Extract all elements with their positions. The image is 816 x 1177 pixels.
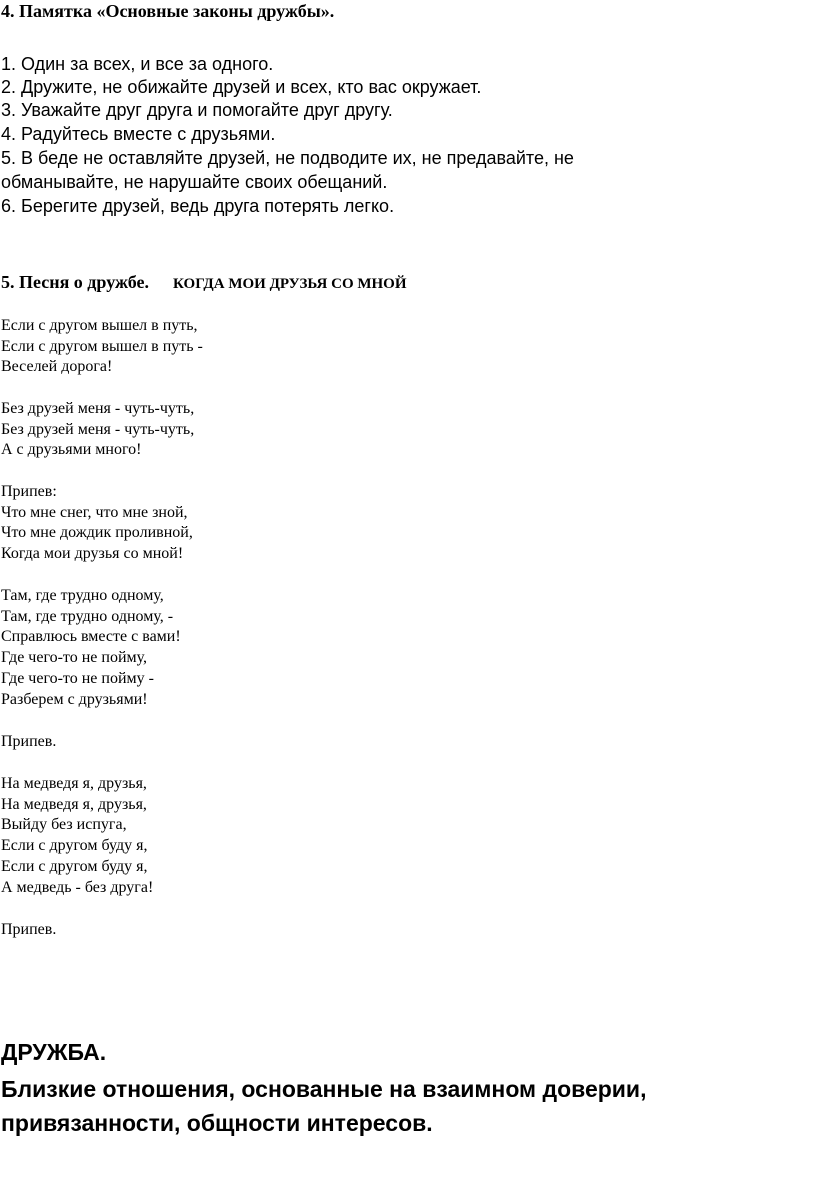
song-line: Без друзей меня - чуть-чуть, xyxy=(1,400,195,417)
memo-item: 5. В беде не оставляйте друзей, не подводите их, не предавайте, не xyxy=(1,148,574,168)
song-line: Что мне снег, что мне зной, xyxy=(1,504,188,521)
definition-word: ДРУЖБА. xyxy=(1,1039,107,1065)
memo-item: обманывайте, не нарушайте своих обещаний. xyxy=(1,172,388,192)
song-chorus-label: Припев. xyxy=(1,733,57,750)
song-line: Выйду без испуга, xyxy=(1,816,127,833)
song-line: Когда мои друзья со мной! xyxy=(1,545,184,562)
song-line: Без друзей меня - чуть-чуть, xyxy=(1,421,195,438)
song-line: На медведя я, друзья, xyxy=(1,775,147,792)
song-title: КОГДА МОИ ДРУЗЬЯ СО МНОЙ xyxy=(173,276,407,292)
song-line: А медведь - без друга! xyxy=(1,879,154,896)
song-heading xyxy=(1,272,407,293)
song-line: Где чего-то не пойму, xyxy=(1,649,148,666)
song-line: Там, где трудно одному, - xyxy=(1,608,174,625)
song-line: Там, где трудно одному, xyxy=(1,587,164,604)
memo-item: 4. Радуйтесь вместе с друзьями. xyxy=(1,124,276,144)
memo-item: 3. Уважайте друг друга и помогайте друг другу. xyxy=(1,100,393,120)
song-chorus-label: Припев. xyxy=(1,921,57,938)
song-line: На медведя я, друзья, xyxy=(1,796,147,813)
memo-heading: 4. Памятка «Основные законы дружбы». xyxy=(1,1,335,21)
definition-line: Близкие отношения, основанные на взаимном доверии, xyxy=(1,1076,647,1102)
memo-item: 1. Один за всех, и все за одного. xyxy=(1,54,274,74)
song-line: Разберем с друзьями! xyxy=(1,691,148,708)
song-chorus-label: Припев: xyxy=(1,483,57,500)
song-line: А с друзьями много! xyxy=(1,441,142,458)
song-line: Где чего-то не пойму - xyxy=(1,670,154,687)
song-line: Справлюсь вместе с вами! xyxy=(1,628,181,645)
song-line: Если с другом вышел в путь - xyxy=(1,338,203,355)
song-line: Что мне дождик проливной, xyxy=(1,524,193,541)
memo-item: 6. Берегите друзей, ведь друга потерять легко. xyxy=(1,196,395,216)
memo-item: 2. Дружите, не обижайте друзей и всех, кто вас окружает. xyxy=(1,77,482,97)
song-line: Если с другом буду я, xyxy=(1,837,148,854)
song-label: 5. Песня о дружбе. xyxy=(1,272,150,292)
song-line: Если с другом вышел в путь, xyxy=(1,317,198,334)
song-line: Если с другом буду я, xyxy=(1,858,148,875)
definition-line: привязанности, общности интересов. xyxy=(1,1110,433,1136)
song-line: Веселей дорога! xyxy=(1,358,113,375)
